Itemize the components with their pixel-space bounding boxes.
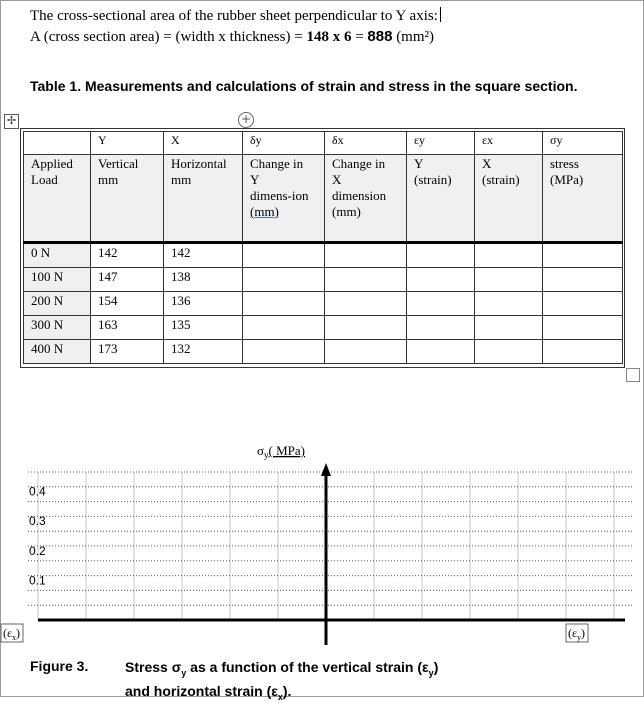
empty-cell[interactable] [543, 243, 623, 268]
y-cell[interactable]: 163 [91, 316, 164, 340]
table-row [24, 268, 623, 292]
empty-cell[interactable] [325, 340, 407, 364]
empty-cell[interactable] [325, 292, 407, 316]
y-tick-label: 0.4 [29, 484, 46, 499]
empty-cell[interactable] [475, 340, 543, 364]
x-cell[interactable]: 136 [164, 292, 243, 316]
load-cell[interactable]: 300 N [24, 316, 91, 340]
empty-cell[interactable] [243, 268, 325, 292]
measurements-table [20, 128, 625, 368]
empty-cell[interactable] [407, 292, 475, 316]
empty-cell[interactable] [243, 243, 325, 268]
y-cell[interactable]: 142 [91, 243, 164, 268]
y-tick-label: 0.2 [29, 543, 46, 558]
empty-cell[interactable] [475, 268, 543, 292]
header-cell-strain-x[interactable]: X (strain) [475, 155, 543, 243]
x-cell[interactable]: 132 [164, 340, 243, 364]
y-cell[interactable]: 147 [91, 268, 164, 292]
x-cell[interactable]: 142 [164, 243, 243, 268]
horizontal-gridlines [28, 472, 632, 605]
table-cell[interactable]: δy [243, 132, 325, 155]
table-row [24, 340, 623, 364]
empty-cell[interactable] [543, 292, 623, 316]
table-row [24, 316, 623, 340]
empty-cell[interactable] [543, 316, 623, 340]
intro-line-2: A (cross section area) = (width x thickness) = 148 x 6 = 888 (mm²) [30, 28, 435, 45]
header-cell-strain-y[interactable]: Y (strain) [407, 155, 475, 243]
figure-label: Figure 3. [30, 658, 89, 674]
header-cell-horizontal[interactable]: Horizontal mm [164, 155, 243, 243]
table-cell[interactable]: Y [91, 132, 164, 155]
y-tick-label: 0.3 [29, 514, 46, 529]
y-axis-title: $\sigma_y$( MPa) [257, 443, 305, 460]
add-column-icon[interactable]: + [238, 112, 254, 128]
empty-cell[interactable] [325, 243, 407, 268]
x-cell[interactable]: 135 [164, 316, 243, 340]
left-axis-label: $(\varepsilon_x)$ [3, 626, 21, 642]
load-cell[interactable]: 400 N [24, 340, 91, 364]
load-cell[interactable]: 200 N [24, 292, 91, 316]
y-cell[interactable]: 154 [91, 292, 164, 316]
y-cell[interactable]: 173 [91, 340, 164, 364]
header-row [24, 155, 623, 243]
table-move-handle-icon[interactable]: ✢ [4, 114, 19, 129]
header-cell-change-x[interactable]: Change in X dimension (mm) [325, 155, 407, 243]
table-cell[interactable] [24, 132, 91, 155]
empty-cell[interactable] [475, 292, 543, 316]
empty-cell[interactable] [475, 243, 543, 268]
empty-cell[interactable] [407, 316, 475, 340]
empty-cell[interactable] [543, 268, 623, 292]
table-row [24, 243, 623, 268]
figure-caption: Stress $\sigma_y$ as a function of the vertical strain $(\varepsilon_y)$ and horizontal strain $(\varepsilon_x)$. [125, 659, 439, 702]
header-cell-applied-load[interactable]: Applied Load [24, 155, 91, 243]
empty-cell[interactable] [407, 268, 475, 292]
x-cell[interactable]: 138 [164, 268, 243, 292]
header-cell-stress[interactable]: stress (MPa) [543, 155, 623, 243]
empty-cell[interactable] [243, 316, 325, 340]
symbol-row [24, 132, 623, 155]
vertical-axis-arrow [321, 463, 331, 476]
empty-cell[interactable] [543, 340, 623, 364]
table-cell[interactable]: εx [475, 132, 543, 155]
intro-line-1: The cross-sectional area of the rubber sheet perpendicular to Y axis: [30, 7, 441, 25]
table-cell[interactable]: δx [325, 132, 407, 155]
empty-cell[interactable] [243, 292, 325, 316]
empty-cell[interactable] [475, 316, 543, 340]
table-cell[interactable]: σy [543, 132, 623, 155]
header-cell-change-y[interactable]: Change in Y dimens-ion (mm) [243, 155, 325, 243]
empty-cell[interactable] [325, 268, 407, 292]
load-cell[interactable]: 100 N [24, 268, 91, 292]
stress-strain-chart [0, 430, 644, 660]
table-caption: Table 1. Measurements and calculations of strain and stress in the square section. [30, 78, 578, 94]
table-cell[interactable]: X [164, 132, 243, 155]
empty-cell[interactable] [243, 340, 325, 364]
empty-cell[interactable] [407, 340, 475, 364]
text-cursor [440, 7, 441, 22]
right-axis-label: $(\varepsilon_y)$ [568, 626, 586, 642]
empty-cell[interactable] [325, 316, 407, 340]
table-row [24, 292, 623, 316]
load-cell[interactable]: 0 N [24, 243, 91, 268]
header-cell-vertical[interactable]: Vertical mm [91, 155, 164, 243]
empty-cell[interactable] [407, 243, 475, 268]
table-cell[interactable]: εy [407, 132, 475, 155]
table-resize-handle[interactable] [626, 368, 640, 382]
y-tick-label: 0.1 [29, 573, 46, 588]
